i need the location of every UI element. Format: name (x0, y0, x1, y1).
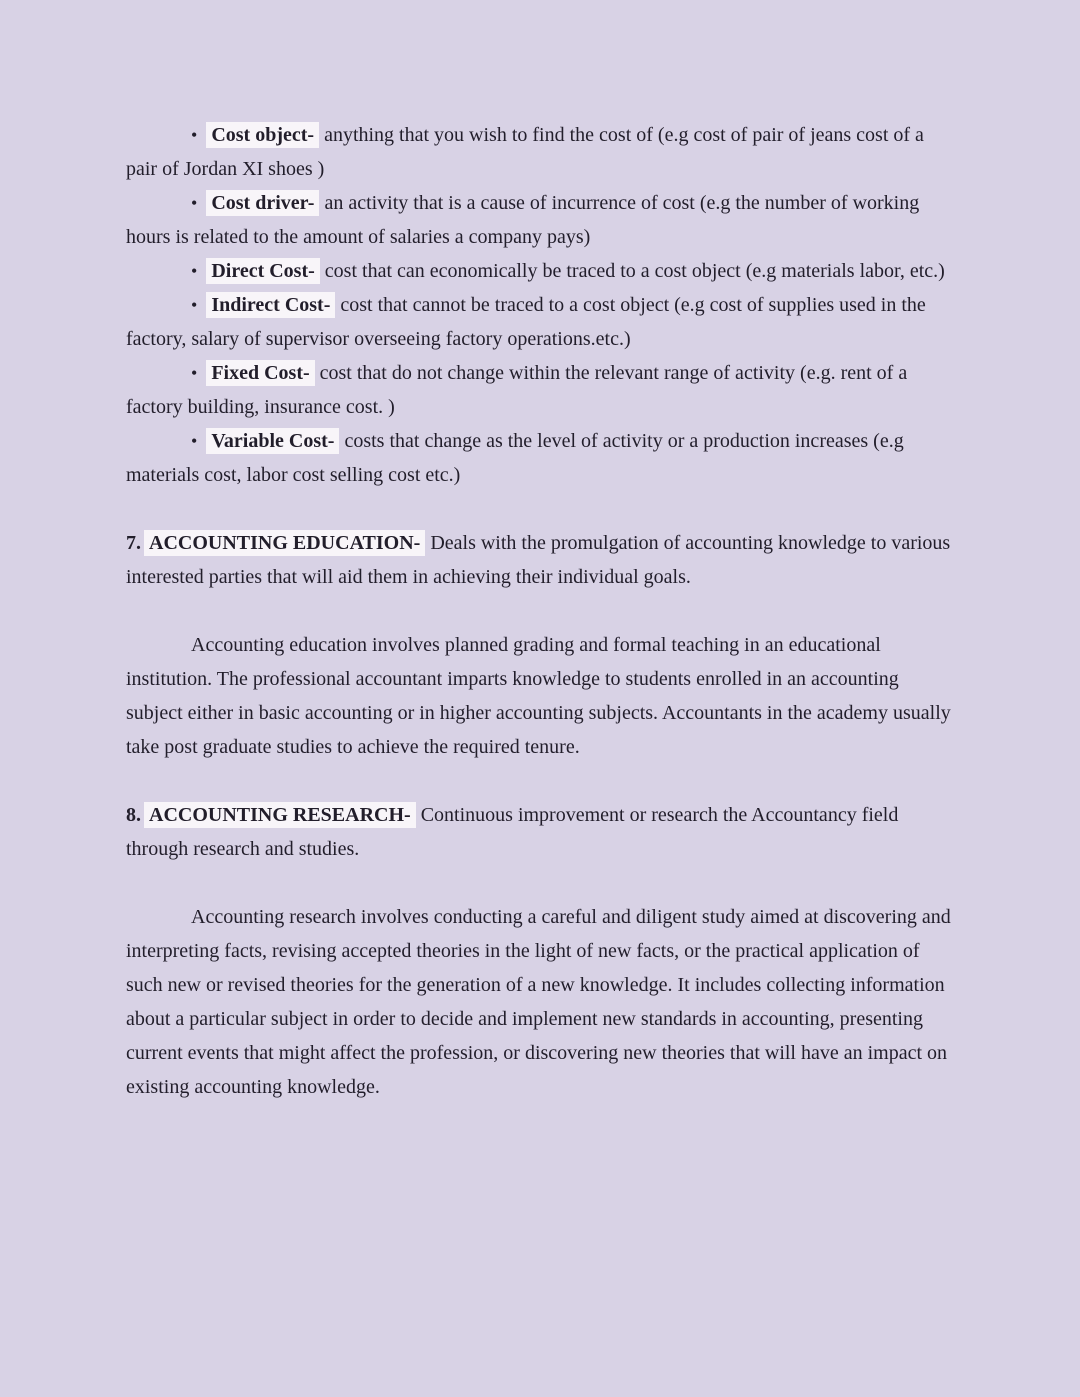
bullet-text: cost that do not change within the relevant range of activity (e.g. rent of a factory building, insurance cost. ) (126, 362, 908, 418)
bullet-text: costs that change as the level of activity or a production increases (e.g materials cost, labor cost selling cost etc.) (126, 430, 904, 486)
term-highlight: Cost object- (206, 122, 319, 148)
bullet-text: anything that you wish to find the cost of (e.g cost of pair of jeans cost of a pair of Jordan XI shoes ) (126, 124, 924, 180)
term-highlight: Variable Cost- (206, 428, 339, 454)
bullet-text: cost that can economically be traced to a cost object (e.g materials labor, etc.) (324, 260, 945, 282)
section-number: 7. (126, 532, 141, 554)
section-body-accounting-education: Accounting education involves planned grading and formal teaching in an educational institution. The professional accountant imparts knowledge to students enrolled in an accounting subject either in basic accounting or in higher accounting subjects. Accountants in the academy usually take post graduate studies to achieve the required tenure. (126, 634, 951, 758)
bullet-icon: • (191, 431, 198, 451)
section-body-accounting-research: Accounting research involves conducting a careful and diligent study aimed at discovering and interpreting facts, revising accepted theories in the light of new facts, or the practical application of such new or revised theories for the generation of a new knowledge. It includes collecting information about a particular subject in order to decide and implement new standards in accounting, presenting current events that might affect the profession, or discovering new theories that will have an impact on existing accounting knowledge. (126, 906, 951, 1098)
term-highlight: Cost driver- (206, 190, 319, 216)
bullet-item-fixed-cost (126, 356, 952, 424)
section-number: 8. (126, 804, 141, 826)
bullet-icon: • (191, 193, 198, 213)
bullet-text: cost that cannot be traced to a cost object (e.g cost of supplies used in the factory, salary of supervisor overseeing factory operations.etc.) (126, 294, 926, 350)
bullet-item-cost-object (126, 118, 952, 186)
term-highlight: Indirect Cost- (206, 292, 335, 318)
bullet-icon: • (191, 125, 198, 145)
section-heading-accounting-research (126, 798, 952, 866)
section-intro: Deals with the promulgation of accounting knowledge to various interested parties that will aid them in achieving their individual goals. (126, 532, 951, 588)
bullet-icon: • (191, 363, 198, 383)
term-highlight: Direct Cost- (206, 258, 319, 284)
bullet-item-variable-cost (126, 424, 952, 492)
section-heading-accounting-education (126, 526, 952, 594)
bullet-icon: • (191, 261, 198, 281)
term-highlight: Fixed Cost- (206, 360, 314, 386)
bullet-item-cost-driver (126, 186, 952, 254)
section-heading-highlight: ACCOUNTING RESEARCH- (144, 802, 416, 828)
bullet-text: an activity that is a cause of incurrence of cost (e.g the number of working hours is related to the amount of salaries a company pays) (126, 192, 920, 248)
bullet-icon: • (191, 295, 198, 315)
bullet-item-indirect-cost (126, 288, 952, 356)
bullet-item-direct-cost (126, 254, 952, 288)
section-heading-highlight: ACCOUNTING EDUCATION- (144, 530, 425, 556)
section-intro: Continuous improvement or research the Accountancy field through research and studies. (126, 804, 899, 860)
